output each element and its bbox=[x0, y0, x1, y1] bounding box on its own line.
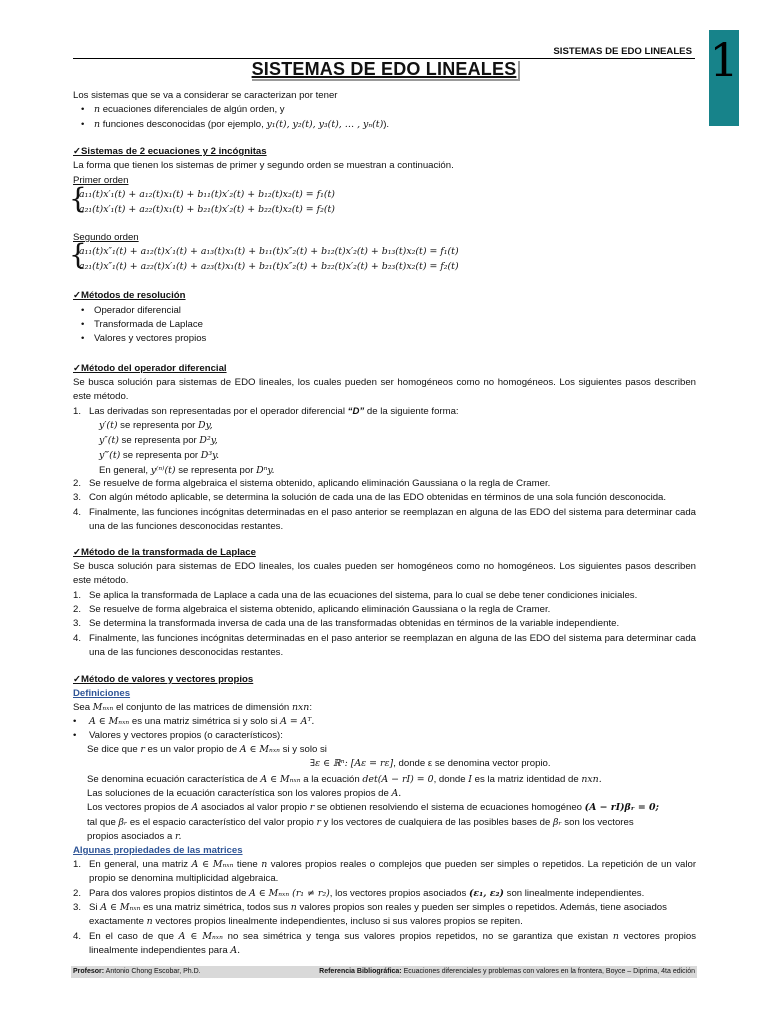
operator-step-3: Con algún método aplicable, se determina la solución de cada una de las EDO obtenidas en términos de una sola función desconocida. bbox=[89, 492, 667, 503]
text: es un valor propio de bbox=[144, 744, 240, 755]
intro-bullet-2-text: funciones desconocidas (por ejemplo, bbox=[100, 119, 267, 130]
text: valores propios son reales y pueden ser simples o repetidos. Además, tiene asociados exactamente bbox=[89, 902, 667, 927]
text: tal que bbox=[87, 817, 119, 828]
definitions-heading: Definiciones bbox=[73, 688, 131, 699]
text: Se denomina ecuación característica de bbox=[87, 774, 261, 785]
eigen-line-8 bbox=[87, 830, 181, 844]
matrix-math: A ∈ Mₙₓₙ bbox=[178, 931, 223, 942]
running-title: SISTEMAS DE EDO LINEALES bbox=[553, 46, 692, 57]
section-heading-laplace: ✓Método de la transformada de Laplace bbox=[73, 547, 256, 558]
operator-step-num: 1. bbox=[73, 406, 82, 417]
intro-bullet-2-end: ). bbox=[383, 119, 390, 130]
intro-bullet-1 bbox=[94, 103, 285, 117]
first-order-eq-1: a₁₁(t)x′₁(t) + a₁₂(t)x₁(t) + b₁₁(t)x′₂(t) + b₁₂(t)x₂(t) = f₁(t) bbox=[79, 189, 335, 200]
eigen-bullet-2 bbox=[73, 729, 283, 743]
text: valores propios reales o complejos que pueden ser simples o repetidos. La repetición de un valor propio se denomina multiplicidad algebraica. bbox=[89, 859, 697, 884]
second-order-eq-2: a₂₁(t)x″₁(t) + a₂₂(t)x′₁(t) + a₂₃(t)x₁(t) + b₂₁(t)x″₂(t) + b₂₂(t)x′₂(t) + b₂₃(t)x₂(t) = f₂(t) bbox=[79, 261, 459, 272]
property-num: 3. bbox=[73, 902, 82, 913]
text: Los vectores propios de bbox=[87, 802, 192, 813]
text: propios asociados a bbox=[87, 831, 175, 842]
operator-step-2: Se resuelve de forma algebraica el sistema obtenido, aplicando eliminación Gaussiana o la regla de Cramer. bbox=[89, 478, 551, 489]
bullet-mark: • bbox=[73, 716, 77, 727]
properties-heading: Algunas propiedades de las matrices bbox=[73, 845, 243, 856]
text: , donde ε se denomina vector propio. bbox=[393, 758, 551, 769]
eigen-line-6 bbox=[87, 801, 697, 815]
beta-var: βᵣ bbox=[118, 817, 128, 828]
characteristic-eq-math: det(A − rI) = 0 bbox=[362, 774, 434, 785]
property-1 bbox=[89, 858, 696, 885]
laplace-step-num: 2. bbox=[73, 604, 82, 615]
footer-professor bbox=[73, 966, 201, 978]
laplace-step-num: 1. bbox=[73, 590, 82, 601]
r-var: r bbox=[140, 744, 145, 755]
a-var: A. bbox=[230, 944, 241, 956]
footer-reference-label: Referencia Bibliográfica: bbox=[319, 968, 402, 975]
footer-reference-text: Ecuaciones diferenciales y problemas con valores en la frontera, Boyce – Diprima, 4ta edición bbox=[401, 968, 695, 975]
matrix-math: A ∈ Mₙₓₙ bbox=[239, 744, 280, 755]
text: son linealmente independientes. bbox=[503, 888, 645, 899]
r-var: r. bbox=[175, 831, 182, 842]
derivative-text: se representa por bbox=[120, 450, 201, 461]
matrix-math: A ∈ Mₙₓₙ (r₁ ≠ r₂) bbox=[248, 888, 330, 899]
operator-step-num: 4. bbox=[73, 507, 82, 518]
text: es una matriz simétrica si y solo si bbox=[129, 716, 281, 727]
section-heading-methods: ✓Métodos de resolución bbox=[73, 290, 186, 301]
intro-bullet-1-text: ecuaciones diferenciales de algún orden, y bbox=[100, 104, 285, 115]
operator-step-num: 3. bbox=[73, 492, 82, 503]
first-order-brace: { bbox=[69, 182, 87, 215]
derivative-line-1 bbox=[99, 419, 213, 433]
laplace-intro: Se busca solución para sistemas de EDO lineales, los cuales pueden ser homogéneos como no homogéneos. Los siguientes pasos describen este método. bbox=[73, 561, 696, 586]
n-var: n bbox=[290, 902, 297, 913]
second-order-brace: { bbox=[69, 238, 87, 271]
intro-bullet-2 bbox=[94, 118, 389, 132]
operator-step-1-pre: Las derivadas son representadas por el operador diferencial bbox=[89, 406, 348, 417]
laplace-step-4: Finalmente, las funciones incógnitas determinadas en el paso anterior se reemplazan en alguna de las EDO del sistema para determinar cada una de las funciones desconocidas restantes. bbox=[89, 633, 696, 658]
r-var: r bbox=[309, 802, 315, 813]
bullet-mark: • bbox=[73, 730, 77, 741]
text: no sea simétrica y tenga sus valores propios repetidos, no se garantiza que existan bbox=[222, 931, 613, 942]
symmetric-math: A = Aᵀ. bbox=[280, 716, 315, 727]
footer-professor-label: Profesor: bbox=[73, 968, 105, 975]
text: Valores y vectores propios (o característicos): bbox=[89, 730, 283, 741]
laplace-step-1: Se aplica la transformada de Laplace a cada una de las ecuaciones del sistema, para lo cual se debe tener condiciones iniciales. bbox=[89, 590, 638, 601]
derivative-result: D³y. bbox=[200, 450, 220, 461]
text: son los vectores bbox=[561, 817, 634, 828]
methods-item: • Transformada de Laplace bbox=[94, 318, 203, 332]
text: el conjunto de las matrices de dimensión bbox=[113, 702, 292, 713]
matrix-math: A ∈ Mₙₓₙ bbox=[260, 774, 301, 785]
derivative-line-3 bbox=[99, 449, 219, 463]
derivative-text: se representa por bbox=[118, 435, 200, 446]
text: es la matriz identidad de bbox=[472, 774, 582, 785]
operator-D: “D” bbox=[347, 406, 365, 417]
eigen-line-2 bbox=[87, 743, 327, 757]
text: se obtienen resolviendo el sistema de ecuaciones homogéneo bbox=[314, 802, 585, 813]
text: , donde bbox=[433, 774, 469, 785]
laplace-step-3: Se determina la transformada inversa de cada una de las transformadas obtenidas en términos de la variable independiente. bbox=[89, 618, 620, 629]
chapter-number: 1 bbox=[709, 33, 739, 87]
second-order-label: Segundo orden bbox=[73, 232, 139, 243]
n-var: n bbox=[146, 915, 153, 927]
derivative-math: y″(t) bbox=[99, 435, 119, 446]
property-num: 1. bbox=[73, 859, 82, 870]
text: es el espacio característico del valor propio bbox=[127, 817, 317, 828]
r-var: r bbox=[316, 817, 321, 828]
text: a la ecuación bbox=[300, 774, 363, 785]
first-order-eq-2: a₂₁(t)x′₁(t) + a₂₂(t)x₁(t) + b₂₁(t)x′₂(t) + b₂₂(t)x₂(t) = f₂(t) bbox=[79, 204, 335, 215]
text: En el caso de que bbox=[89, 931, 179, 942]
identity-var: I bbox=[468, 774, 472, 785]
text: tiene bbox=[233, 859, 262, 870]
laplace-step-2: Se resuelve de forma algebraica el sistema obtenido, aplicando eliminación Gaussiana o la regla de Cramer. bbox=[89, 604, 551, 615]
eigen-bullet-1 bbox=[73, 715, 314, 729]
derivative-general-pre: En general, bbox=[99, 465, 151, 476]
property-4 bbox=[89, 930, 696, 957]
text: si y solo si bbox=[279, 744, 327, 755]
methods-item: • Operador diferencial bbox=[94, 304, 181, 318]
property-2 bbox=[89, 887, 696, 901]
eigen-line-5 bbox=[87, 787, 401, 801]
derivative-text: se representa por bbox=[175, 465, 257, 476]
intro-functions-math: y₁(t), y₂(t), y₃(t), … , yₙ(t) bbox=[266, 119, 384, 130]
n-var: n bbox=[261, 859, 268, 870]
matrix-math: A ∈ Mₙₓₙ bbox=[100, 902, 141, 913]
footer-professor-name: Antonio Chong Escobar, Ph.D. bbox=[104, 968, 201, 975]
text: Las soluciones de la ecuación característica son los valores propios de bbox=[87, 788, 392, 799]
text: Si bbox=[89, 902, 101, 913]
derivative-result: Dⁿy. bbox=[256, 465, 275, 476]
text: es una matriz simétrica, todos sus bbox=[140, 902, 291, 913]
text: , los vectores propios asociados bbox=[329, 888, 469, 899]
laplace-step-num: 4. bbox=[73, 633, 82, 644]
derivative-math: y‴(t) bbox=[99, 450, 121, 461]
intro-text: Los sistemas que se va a considerar se caracterizan por tener bbox=[73, 90, 338, 101]
property-3 bbox=[89, 901, 696, 928]
footer-reference bbox=[319, 966, 695, 978]
first-order-label: Primer orden bbox=[73, 175, 129, 186]
text: y los vectores de cualquiera de las posibles bases de bbox=[320, 817, 553, 828]
page-title-text: SISTEMAS DE EDO LINEALES bbox=[251, 59, 517, 79]
second-order-eq-1: a₁₁(t)x″₁(t) + a₁₂(t)x′₁(t) + a₁₃(t)x₁(t) + b₁₁(t)x″₂(t) + b₁₂(t)x′₂(t) + b₁₃(t)x₂(t) = f₁(t) bbox=[79, 246, 459, 257]
operator-step-1 bbox=[89, 405, 459, 419]
methods-item: • Valores y vectores propios bbox=[94, 332, 206, 346]
eigen-line-1 bbox=[73, 701, 312, 715]
text: : bbox=[309, 702, 312, 713]
homogeneous-system-math: (A − rI)βᵣ = 0; bbox=[584, 802, 659, 813]
n-var: n bbox=[612, 931, 619, 942]
matrix-set-math: Mₙₓₙ bbox=[92, 702, 114, 713]
operator-step-num: 2. bbox=[73, 478, 82, 489]
text: En general, una matriz bbox=[89, 859, 192, 870]
page-title bbox=[0, 59, 768, 80]
section-heading-eigen: ✓Método de valores y vectores propios bbox=[73, 674, 254, 685]
eigen-line-7 bbox=[87, 816, 634, 830]
beta-var: βᵣ bbox=[552, 817, 562, 828]
eigen-condition-math: ∃ε ∈ ℝⁿ: [Aε = rε] bbox=[310, 758, 394, 769]
footer-bar bbox=[71, 966, 697, 978]
derivative-text: se representa por bbox=[117, 420, 199, 431]
text: vectores propios linealmente independientes, incluso si sus valores propios se repiten. bbox=[152, 915, 523, 927]
eigen-line-4 bbox=[87, 773, 602, 787]
operator-step-4: Finalmente, las funciones incógnitas determinadas en el paso anterior se reemplazan en alguna de las EDO del sistema para determinar cada una de las funciones desconocidas restantes. bbox=[89, 507, 696, 532]
text: Sea bbox=[73, 702, 93, 713]
operator-step-1-post: de la siguiente forma: bbox=[364, 406, 459, 417]
systems-text: La forma que tienen los sistemas de primer y segundo orden se muestran a continuación. bbox=[73, 160, 454, 171]
section-heading-operator: ✓Método del operador diferencial bbox=[73, 363, 227, 374]
derivative-math: y′(t) bbox=[99, 420, 118, 431]
matrix-math: A ∈ Mₙₓₙ bbox=[89, 716, 130, 727]
property-num: 2. bbox=[73, 888, 82, 899]
operator-intro: Se busca solución para sistemas de EDO lineales, los cuales pueden ser homogéneos como no homogéneos. Los siguientes pasos describen este método. bbox=[73, 377, 696, 402]
text: Se dice que bbox=[87, 744, 141, 755]
text: Para dos valores propios distintos de bbox=[89, 888, 249, 899]
text: asociados al valor propio bbox=[198, 802, 310, 813]
a-var: A bbox=[191, 802, 199, 813]
eigen-line-3 bbox=[310, 757, 551, 771]
intro-n-var: n bbox=[94, 104, 101, 115]
laplace-step-num: 3. bbox=[73, 618, 82, 629]
derivative-line-general bbox=[99, 464, 274, 478]
text: vectores propios linealmente independientes para bbox=[89, 931, 696, 956]
property-num: 4. bbox=[73, 931, 82, 942]
intro-n-var: n bbox=[94, 119, 101, 130]
derivative-line-2 bbox=[99, 434, 218, 448]
derivative-math: y⁽ⁿ⁾(t) bbox=[150, 465, 176, 476]
dimension-math: nxn. bbox=[581, 774, 602, 785]
a-var: A. bbox=[391, 788, 402, 799]
eigenvectors-math: (ε₁, ε₂) bbox=[468, 888, 504, 899]
dimension-math: nxn bbox=[291, 702, 310, 713]
matrix-math: A ∈ Mₙₓₙ bbox=[191, 859, 234, 870]
section-heading-systems: ✓Sistemas de 2 ecuaciones y 2 incógnitas bbox=[73, 146, 267, 157]
derivative-result: D²y, bbox=[199, 435, 218, 446]
derivative-result: Dy, bbox=[198, 420, 213, 431]
